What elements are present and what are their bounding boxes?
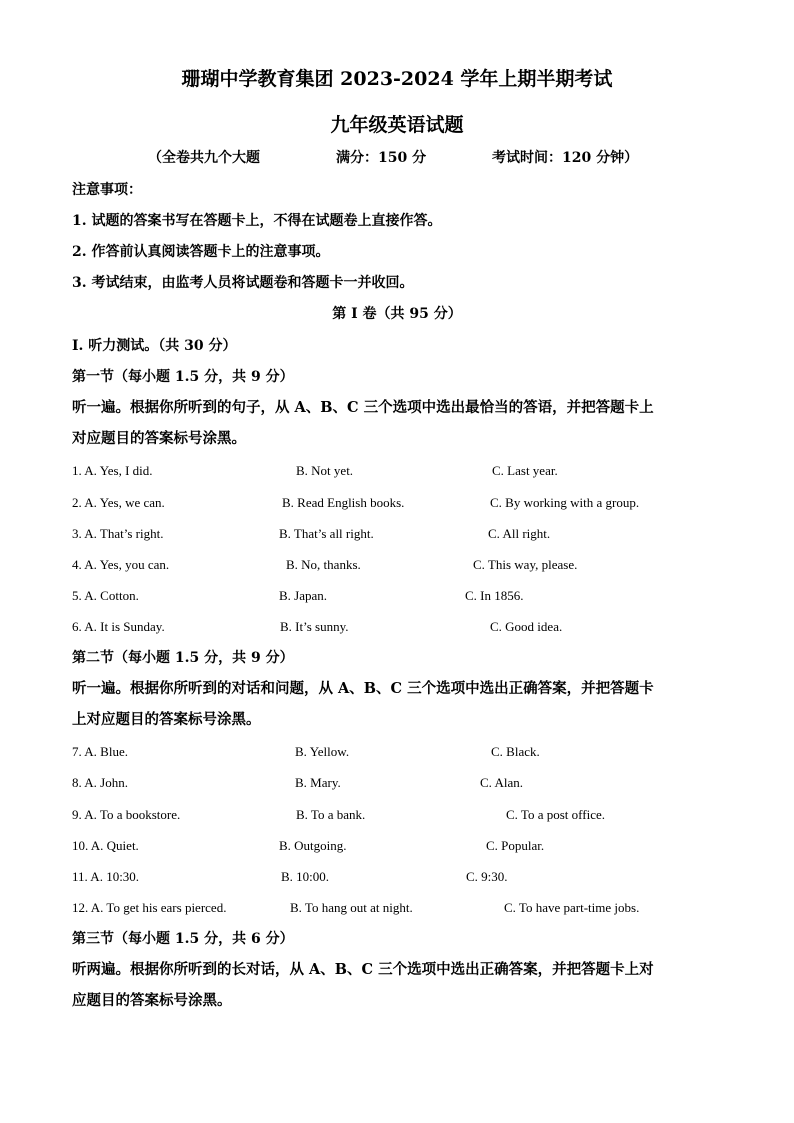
option-c: C. Alan. [480, 775, 523, 790]
option-a: 6. A. It is Sunday. [72, 619, 165, 634]
section-instruction: 听两遍。根据你所听到的长对话，从 A、B、C 三个选项中选出正确答案，并把答题卡上对 [72, 961, 654, 978]
option-a: 1. A. Yes, I did. [72, 463, 153, 478]
option-c: C. By working with a group. [490, 495, 640, 510]
notice-item: 2. 作答前认真阅读答题卡上的注意事项。 [72, 244, 330, 260]
option-c: C. Good idea. [490, 619, 563, 634]
section-instruction: 上对应题目的答案标号涂黑。 [72, 711, 261, 728]
option-b: B. Outgoing. [279, 838, 347, 853]
option-a: 3. A. That’s right. [72, 526, 164, 541]
option-c: C. Last year. [492, 463, 558, 478]
option-b: B. It’s sunny. [280, 619, 349, 634]
option-a: 2. A. Yes, we can. [72, 495, 165, 510]
option-c: C. Black. [491, 744, 540, 759]
option-c: C. This way, please. [473, 557, 578, 572]
option-c: C. To a post office. [506, 807, 605, 822]
option-a: 7. A. Blue. [72, 744, 128, 759]
option-c: C. All right. [488, 526, 551, 541]
option-c: C. 9:30. [466, 869, 508, 884]
volume-heading: 第 I 卷（共 95 分） [332, 306, 462, 322]
option-b: B. That’s all right. [279, 526, 374, 541]
exam-title: 珊瑚中学教育集团 2023-2024 学年上期半期考试 [181, 68, 613, 90]
section-heading: 第三节（每小题 1.5 分，共 6 分） [72, 931, 294, 947]
option-a: 9. A. To a bookstore. [72, 807, 181, 822]
section-heading: 第二节（每小题 1.5 分，共 9 分） [72, 650, 294, 666]
option-c: C. Popular. [486, 838, 545, 853]
option-b: B. 10:00. [281, 869, 330, 884]
option-c: C. To have part-time jobs. [504, 900, 640, 915]
notice-heading: 注意事项： [72, 182, 142, 198]
option-b: B. To a bank. [296, 807, 366, 822]
section-instruction: 对应题目的答案标号涂黑。 [72, 430, 246, 447]
option-b: B. No, thanks. [286, 557, 361, 572]
exam-time-info: 考试时间：120 分钟） [492, 150, 639, 166]
option-b: B. Japan. [279, 588, 328, 603]
part-heading: I. 听力测试。（共 30 分） [72, 338, 237, 354]
exam-sections-info: （全卷共九个大题 [148, 150, 260, 166]
option-b: B. To hang out at night. [290, 900, 413, 915]
option-a: 11. A. 10:30. [72, 869, 140, 884]
option-b: B. Mary. [295, 775, 341, 790]
exam-score-info: 满分：150 分 [336, 150, 427, 166]
option-b: B. Yellow. [295, 744, 350, 759]
option-c: C. In 1856. [465, 588, 524, 603]
notice-item: 1. 试题的答案书写在答题卡上，不得在试题卷上直接作答。 [72, 213, 442, 229]
notice-item: 3. 考试结束，由监考人员将试题卷和答题卡一并收回。 [72, 275, 414, 291]
section-instruction: 听一遍。根据你所听到的句子，从 A、B、C 三个选项中选出最恰当的答语，并把答题卡上 [72, 399, 654, 416]
option-a: 12. A. To get his ears pierced. [72, 900, 227, 915]
option-a: 5. A. Cotton. [72, 588, 139, 603]
option-b: B. Not yet. [296, 463, 354, 478]
option-a: 4. A. Yes, you can. [72, 557, 170, 572]
section-instruction: 听一遍。根据你所听到的对话和问题，从 A、B、C 三个选项中选出正确答案，并把答题卡 [72, 680, 654, 697]
option-a: 10. A. Quiet. [72, 838, 139, 853]
option-b: B. Read English books. [282, 495, 405, 510]
option-a: 8. A. John. [72, 775, 128, 790]
exam-subtitle: 九年级英语试题 [330, 114, 464, 136]
section-heading: 第一节（每小题 1.5 分，共 9 分） [72, 369, 294, 385]
section-instruction: 应题目的答案标号涂黑。 [72, 992, 232, 1009]
